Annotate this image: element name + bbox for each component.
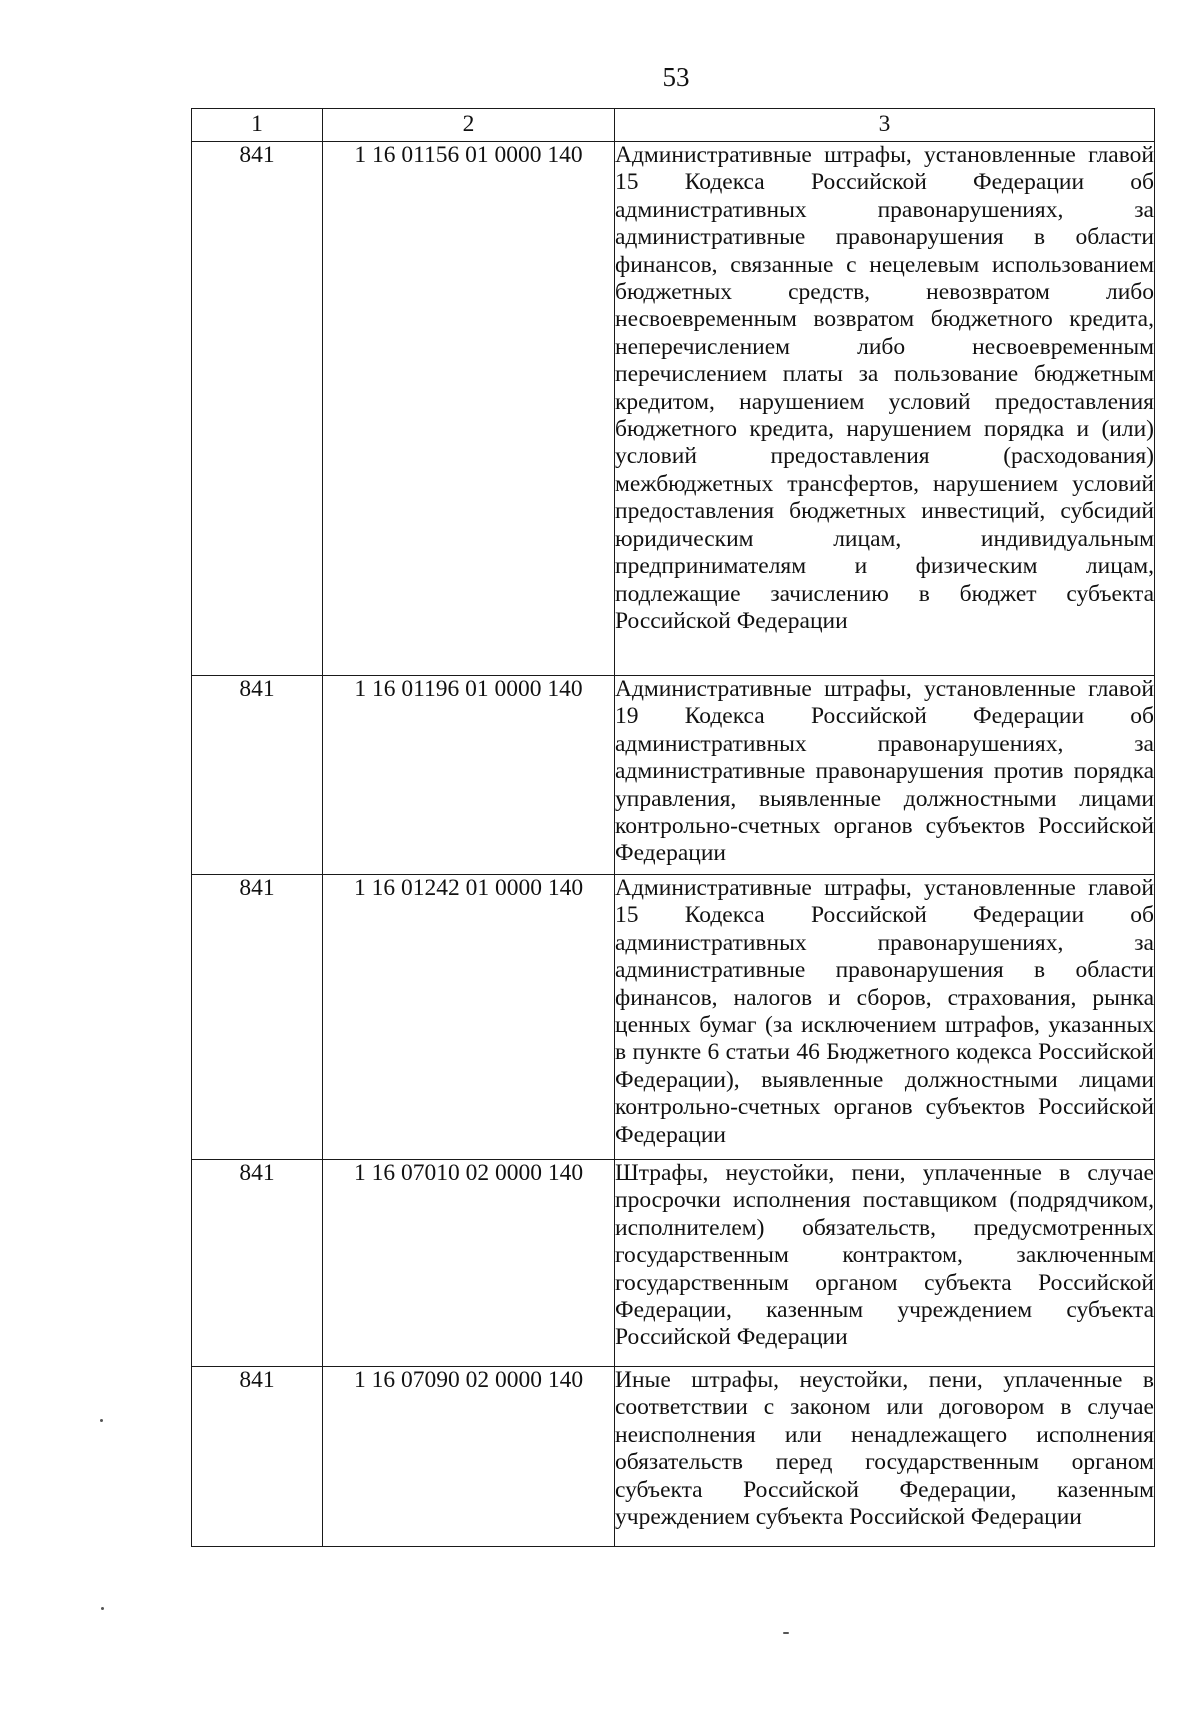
scan-speck bbox=[783, 1632, 789, 1634]
table-header-row bbox=[192, 109, 1155, 142]
budget-classification-code-cell: 1 16 07010 02 0000 140 bbox=[323, 1160, 615, 1367]
scan-speck bbox=[100, 1419, 103, 1422]
administrator-code-cell: 841 bbox=[192, 875, 323, 1160]
table-row bbox=[192, 875, 1155, 1160]
column-header-3: 3 bbox=[615, 109, 1155, 142]
scan-speck bbox=[101, 1607, 104, 1610]
budget-classification-code-cell: 1 16 01196 01 0000 140 bbox=[323, 676, 615, 875]
column-header-1: 1 bbox=[192, 109, 323, 142]
budget-classification-code-cell: 1 16 07090 02 0000 140 bbox=[323, 1367, 615, 1547]
administrator-code-cell: 841 bbox=[192, 676, 323, 875]
administrator-code-cell: 841 bbox=[192, 1160, 323, 1367]
revenue-description-cell: Административные штрафы, установленные главой 19 Кодекса Российской Федерации об административных правонарушениях, за административные правонарушения против порядка управления, выявленные должностными лицами контрольно-счетных органов субъектов Российской Федерации bbox=[615, 676, 1155, 875]
revenue-description-cell: Административные штрафы, установленные главой 15 Кодекса Российской Федерации об административных правонарушениях, за административные правонарушения в области финансов, налогов и сборов, страхования, рынка ценных бумаг (за исключением штрафов, указанных в пункте 6 статьи 46 Бюджетного кодекса Российской Федерации), выявленные должностными лицами контрольно-счетных органов субъектов Российской Федерации bbox=[615, 875, 1155, 1160]
page-number: 53 bbox=[662, 62, 690, 92]
administrator-code-cell: 841 bbox=[192, 142, 323, 676]
revenue-codes-table bbox=[191, 108, 1155, 1547]
column-header-2: 2 bbox=[323, 109, 615, 142]
revenue-description-cell: Штрафы, неустойки, пени, уплаченные в случае просрочки исполнения поставщиком (подрядчиком, исполнителем) обязательств, предусмотренных государственным контрактом, заключенным государственным органом субъекта Российской Федерации, казенным учреждением субъекта Российской Федерации bbox=[615, 1160, 1155, 1367]
table-row bbox=[192, 676, 1155, 875]
budget-classification-code-cell: 1 16 01242 01 0000 140 bbox=[323, 875, 615, 1160]
revenue-description-cell: Иные штрафы, неустойки, пени, уплаченные в соответствии с законом или договором в случае неисполнения или ненадлежащего исполнения обязательств перед государственным органом субъекта Российской Федерации, казенным учреждением субъекта Российской Федерации bbox=[615, 1367, 1155, 1547]
revenue-description-cell: Административные штрафы, установленные главой 15 Кодекса Российской Федерации об административных правонарушениях, за административные правонарушения в области финансов, связанные с нецелевым использованием бюджетных средств, невозвратом либо несвоевременным возвратом бюджетного кредита, неперечислением либо несвоевременным перечислением платы за пользование бюджетным кредитом, нарушением условий предоставления бюджетного кредита, нарушением порядка и (или) условий предоставления (расходования) межбюджетных трансфертов, нарушением условий предоставления бюджетных инвестиций, субсидий юридическим лицам, индивидуальным предпринимателям и физическим лицам, подлежащие зачислению в бюджет субъекта Российской Федерации bbox=[615, 142, 1155, 676]
budget-classification-code-cell: 1 16 01156 01 0000 140 bbox=[323, 142, 615, 676]
table-row bbox=[192, 142, 1155, 676]
administrator-code-cell: 841 bbox=[192, 1367, 323, 1547]
table-row bbox=[192, 1160, 1155, 1367]
table-row bbox=[192, 1367, 1155, 1547]
